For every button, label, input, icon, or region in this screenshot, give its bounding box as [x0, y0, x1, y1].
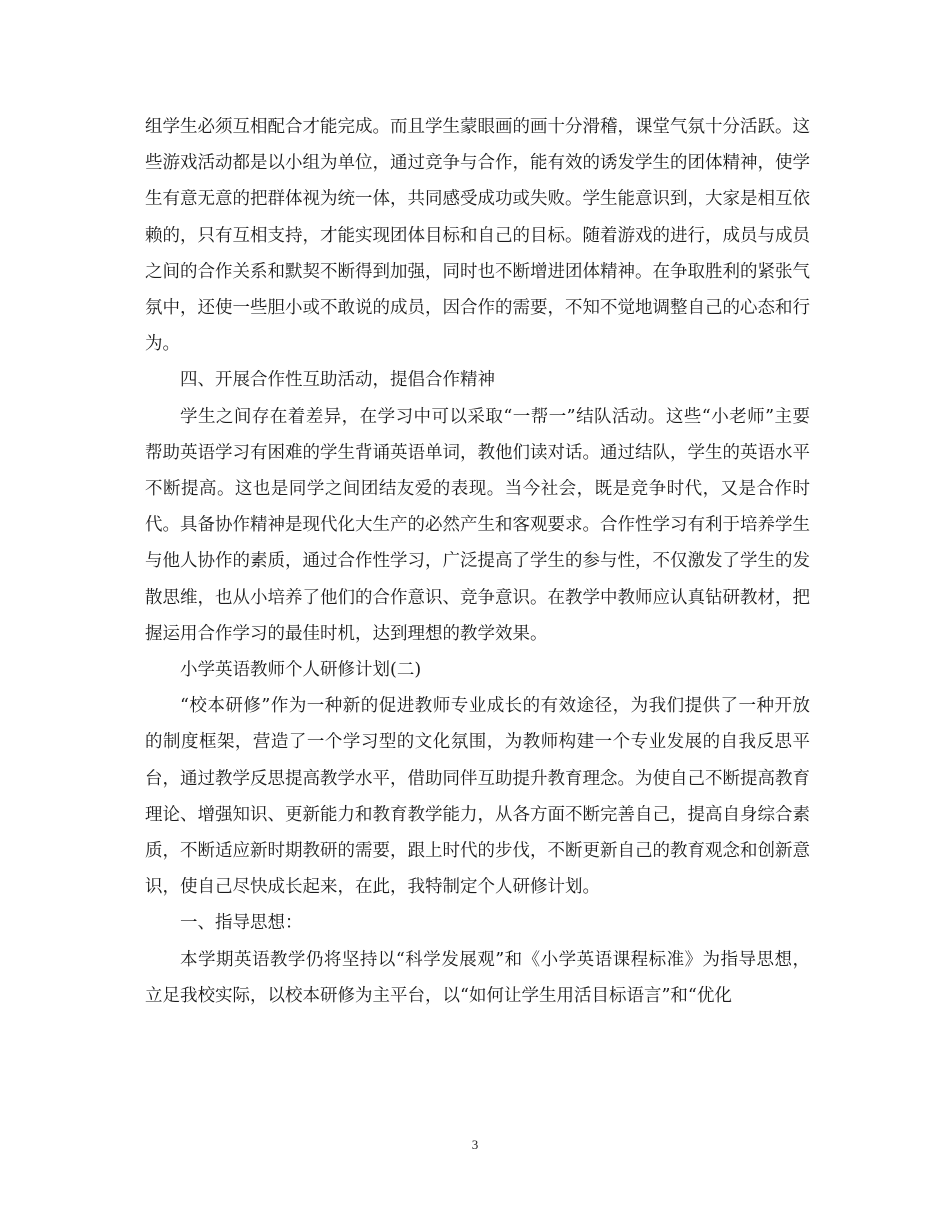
document-title-plan-two: 小学英语教师个人研修计划(二) [180, 660, 422, 681]
section-heading-guiding-thought: 一、指导思想： [180, 913, 303, 934]
page-number: 3 [471, 1137, 479, 1152]
paragraph-team-games: 组学生必须互相配合才能完成。而且学生蒙眼画的画十分滑稽，课堂气氛十分活跃。这些游戏活动都是以小组为单位，通过竞争与合作，能有效的诱发学生的团体精神，使学生有意无意的把群体视为统一体，共同感受成功或失败。学生能意识到，大家是相互依赖的，只有互相支持，才能实现团体目标和自己的目标。随着游戏的进行，成员与成员之间的合作关系和默契不断得到加强，同时也不断增进团体精神。在争取胜利的紧张气氛中，还使一些胆小或不敢说的成员，因合作的需要，不知不觉地调整自己的心态和行为。 [145, 117, 810, 355]
paragraph-school-research: “校本研修”作为一种新的促进教师专业成长的有效途径，为我们提供了一种开放的制度框架，营造了一个学习型的文化氛围，为教师构建一个专业发展的自我反思平台，通过教学反思提高教学水平，借助同伴互助提升教育理念。为使自己不断提高教育理论、增强知识、更新能力和教育教学能力，从各方面不断完善自己，提高自身综合素质，不断适应新时期教研的需要，跟上时代的步伐，不断更新自己的教育观念和创新意识，使自己尽快成长起来，在此，我特制定个人研修计划。 [145, 696, 810, 898]
document-body [145, 109, 810, 1014]
paragraph-mutual-help: 学生之间存在着差异，在学习中可以采取“一帮一”结队活动。这些“小老师”主要帮助英语学习有困难的学生背诵英语单词，教他们读对话。通过结队，学生的英语水平不断提高。这也是同学之间团结友爱的表现。当今社会，既是竞争时代，又是合作时代。具备协作精神是现代化大生产的必然产生和客观要求。合作性学习有利于培养学生与他人协作的素质，通过合作性学习，广泛提高了学生的参与性，不仅激发了学生的发散思维，也从小培养了他们的合作意识、竞争意识。在教学中教师应认真钻研教材，把握运用合作学习的最佳时机，达到理想的教学效果。 [145, 406, 810, 644]
paragraph-guiding-thought: 本学期英语教学仍将坚持以“科学发展观”和《小学英语课程标准》为指导思想，立足我校实际，以校本研修为主平台，以“如何让学生用活目标语言”和“优化 [145, 949, 810, 1006]
section-heading-cooperation: 四、开展合作性互助活动，提倡合作精神 [180, 370, 495, 391]
